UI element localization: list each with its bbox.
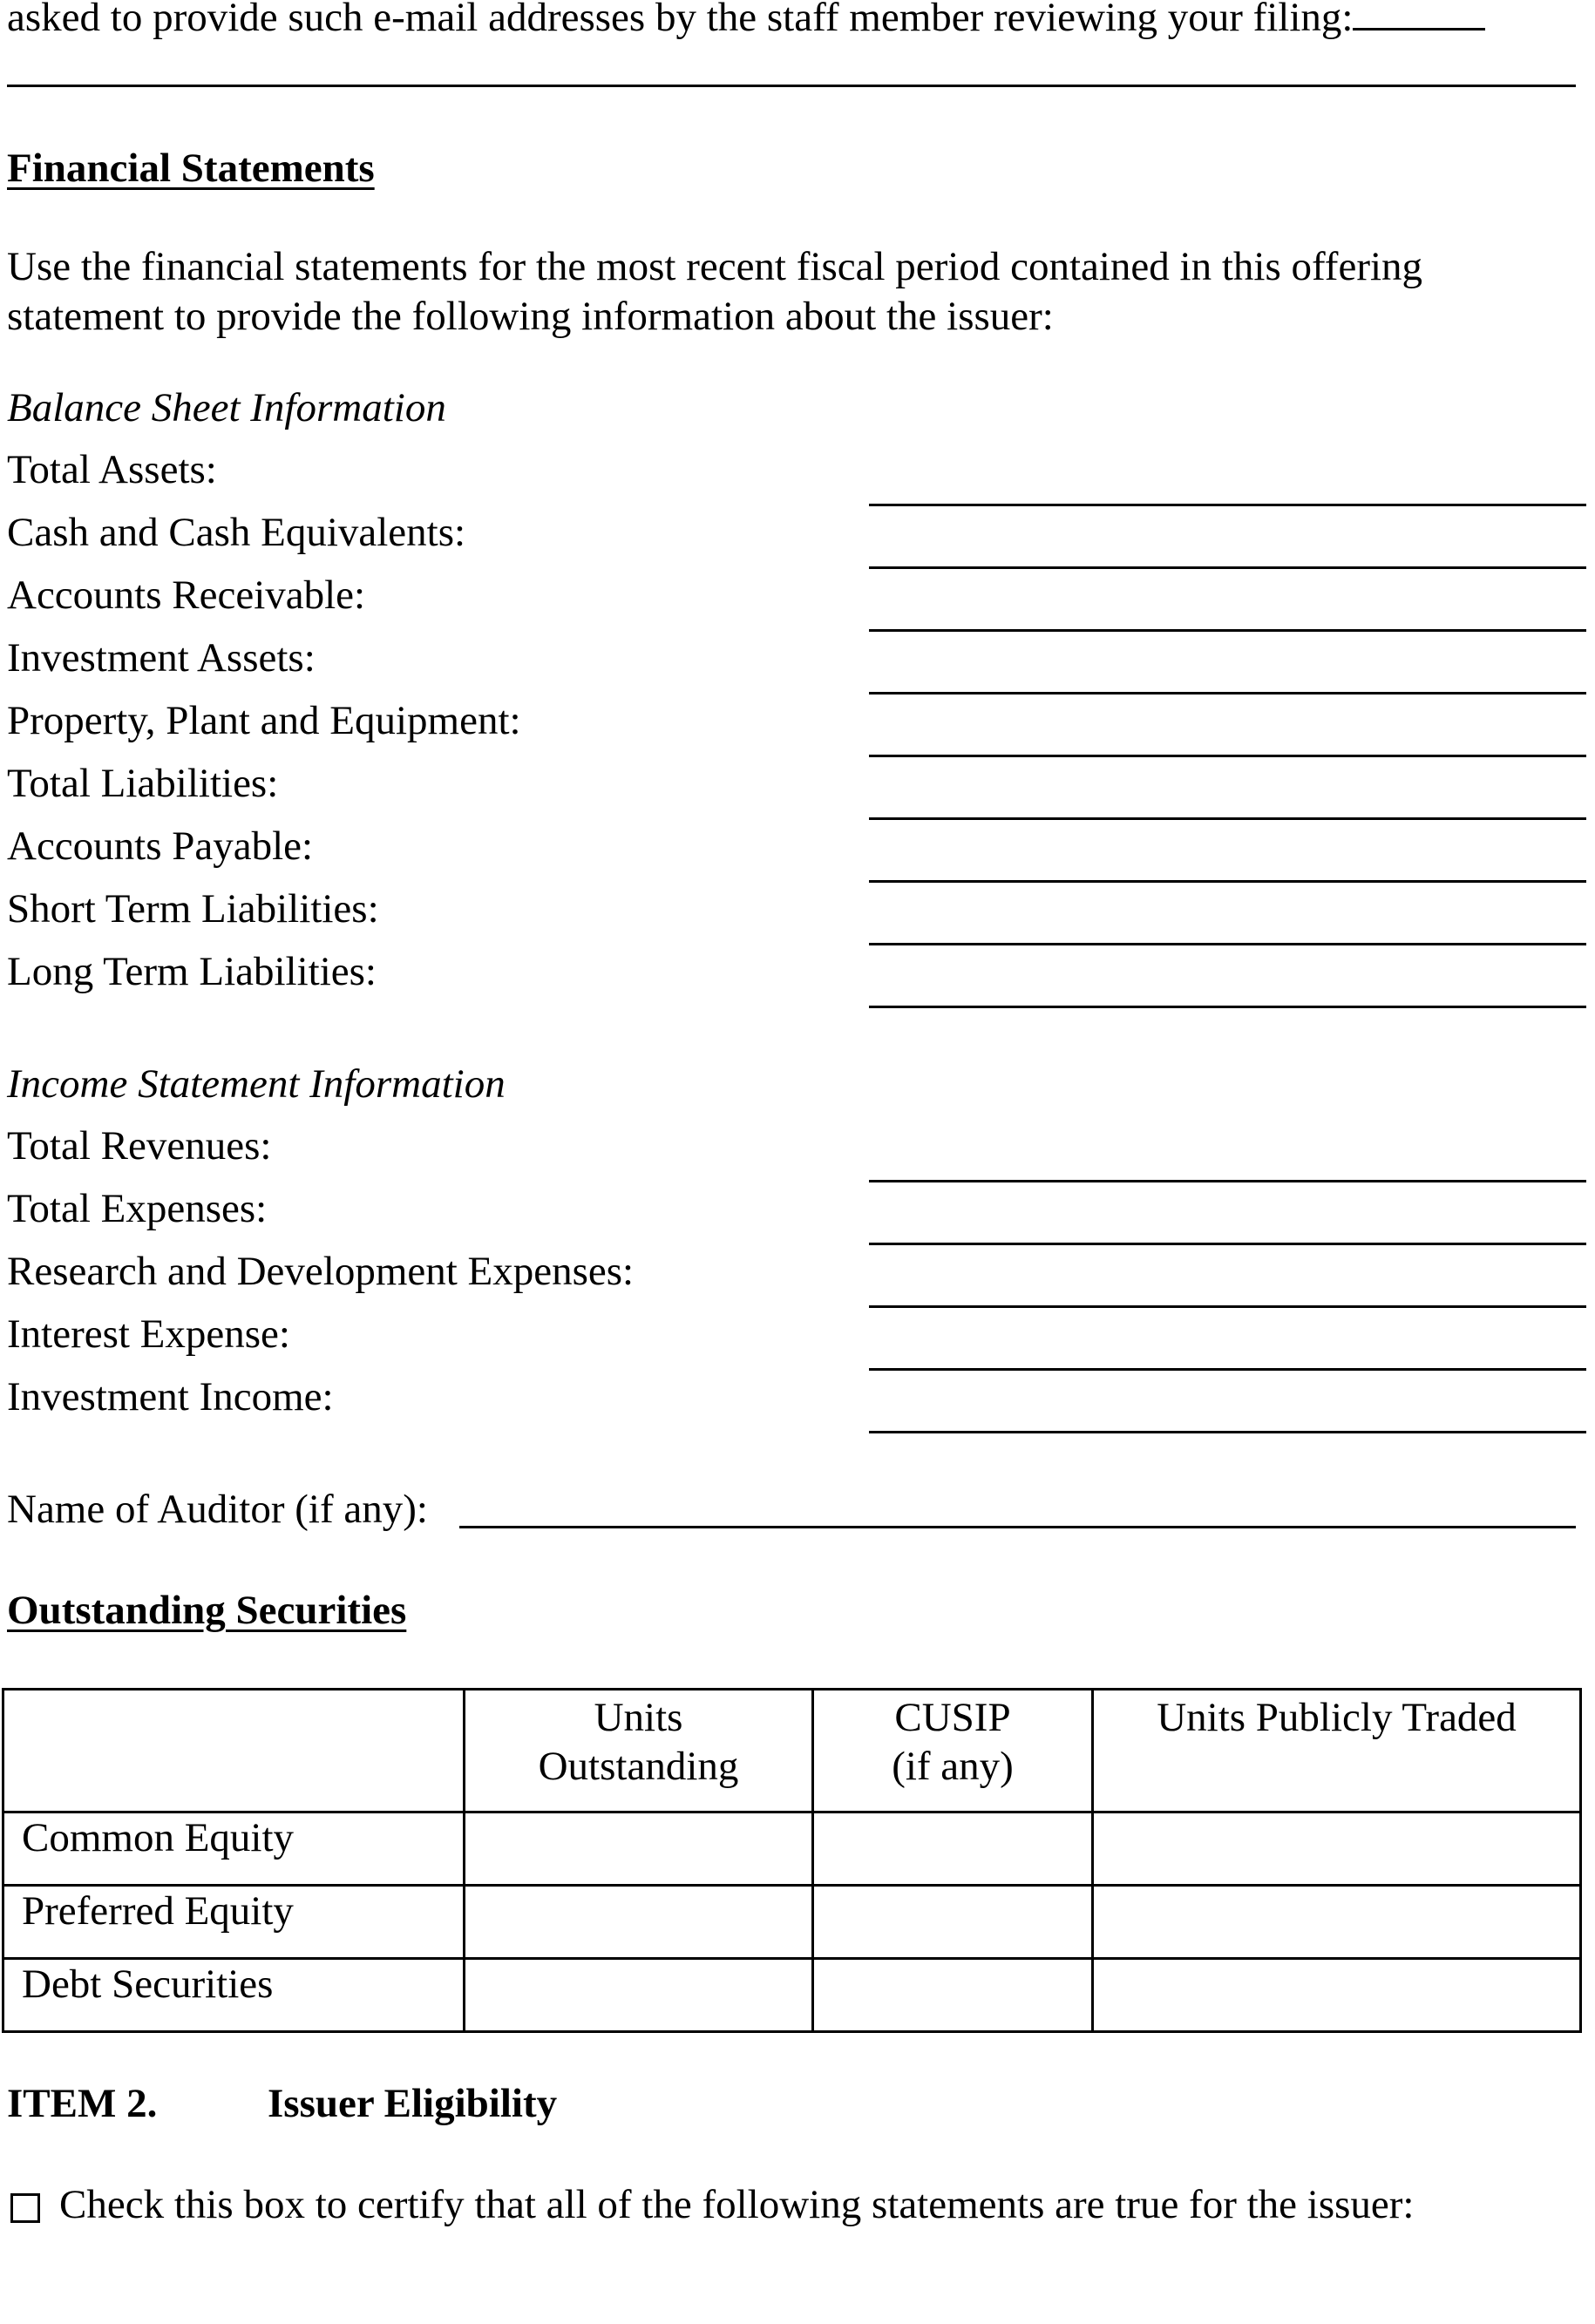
field-label-total-expenses: Total Expenses: [7, 1186, 268, 1231]
field-label-rd-expenses: Research and Development Expenses: [7, 1249, 635, 1294]
auditor-label: Name of Auditor (if any): [7, 1487, 428, 1532]
table-header-row [3, 1690, 1581, 1812]
field-blank-cash[interactable] [869, 566, 1586, 569]
cell-debt-cusip[interactable] [813, 1959, 1093, 2032]
field-blank-total-assets[interactable] [869, 504, 1586, 506]
field-label-investment-assets: Investment Assets: [7, 635, 316, 681]
instructions-line-2: statement to provide the following information about the issuer: [7, 294, 1054, 339]
outstanding-securities-table [2, 1688, 1582, 2033]
outstanding-securities-heading: Outstanding Securities [7, 1588, 407, 1633]
certify-checkbox[interactable] [10, 2193, 40, 2223]
table-row [3, 1886, 1581, 1959]
field-blank-total-expenses[interactable] [869, 1243, 1586, 1245]
field-label-long-term-liabilities: Long Term Liabilities: [7, 949, 377, 994]
field-label-ppe: Property, Plant and Equipment: [7, 698, 521, 743]
table-row [3, 1812, 1581, 1886]
item2-title: Issuer Eligibility [268, 2081, 558, 2126]
email-continuation-line[interactable] [7, 85, 1576, 87]
financial-statements-heading: Financial Statements [7, 146, 375, 191]
field-label-total-assets: Total Assets: [7, 447, 217, 492]
header-cusip: CUSIP (if any) [813, 1690, 1093, 1812]
auditor-blank[interactable] [459, 1526, 1576, 1528]
row-label-debt-securities: Debt Securities [3, 1959, 465, 2032]
header-cell-blank [3, 1690, 465, 1812]
cell-preferred-units-traded[interactable] [1093, 1886, 1581, 1959]
email-blank[interactable] [1353, 28, 1485, 30]
balance-sheet-title: Balance Sheet Information [7, 385, 446, 430]
item2-number: ITEM 2. [7, 2081, 158, 2126]
table-row [3, 1959, 1581, 2032]
cell-debt-units-outstanding[interactable] [465, 1959, 813, 2032]
header-units-outstanding: Units Outstanding [465, 1690, 813, 1812]
cell-debt-units-traded[interactable] [1093, 1959, 1581, 2032]
field-blank-total-revenues[interactable] [869, 1180, 1586, 1182]
row-label-preferred-equity: Preferred Equity [3, 1886, 465, 1959]
field-label-cash: Cash and Cash Equivalents: [7, 510, 466, 555]
instructions-line-1: Use the financial statements for the most recent fiscal period contained in this offering [7, 244, 1423, 289]
field-blank-long-term-liabilities[interactable] [869, 1006, 1586, 1008]
field-blank-total-liabilities[interactable] [869, 817, 1586, 820]
intro-line: asked to provide such e-mail addresses by the staff member reviewing your filing: [7, 0, 1485, 42]
cell-preferred-cusip[interactable] [813, 1886, 1093, 1959]
field-blank-accounts-receivable[interactable] [869, 629, 1586, 632]
field-blank-short-term-liabilities[interactable] [869, 943, 1586, 945]
field-label-interest-expense: Interest Expense: [7, 1311, 290, 1357]
field-blank-investment-income[interactable] [869, 1431, 1586, 1433]
cell-common-cusip[interactable] [813, 1812, 1093, 1886]
field-blank-rd-expenses[interactable] [869, 1305, 1586, 1308]
field-label-total-revenues: Total Revenues: [7, 1123, 272, 1169]
field-blank-ppe[interactable] [869, 755, 1586, 757]
cell-common-units-outstanding[interactable] [465, 1812, 813, 1886]
field-label-accounts-receivable: Accounts Receivable: [7, 573, 366, 618]
header-units-publicly-traded: Units Publicly Traded [1093, 1690, 1581, 1812]
field-label-investment-income: Investment Income: [7, 1374, 334, 1419]
income-statement-title: Income Statement Information [7, 1061, 506, 1107]
cell-preferred-units-outstanding[interactable] [465, 1886, 813, 1959]
field-label-total-liabilities: Total Liabilities: [7, 761, 279, 806]
cell-common-units-traded[interactable] [1093, 1812, 1581, 1886]
field-blank-interest-expense[interactable] [869, 1368, 1586, 1371]
field-label-accounts-payable: Accounts Payable: [7, 823, 314, 869]
row-label-common-equity: Common Equity [3, 1812, 465, 1886]
field-blank-investment-assets[interactable] [869, 692, 1586, 694]
field-label-short-term-liabilities: Short Term Liabilities: [7, 886, 379, 932]
certify-checkbox-label: Check this box to certify that all of the following statements are true for the issuer: [59, 2182, 1415, 2227]
field-blank-accounts-payable[interactable] [869, 880, 1586, 883]
